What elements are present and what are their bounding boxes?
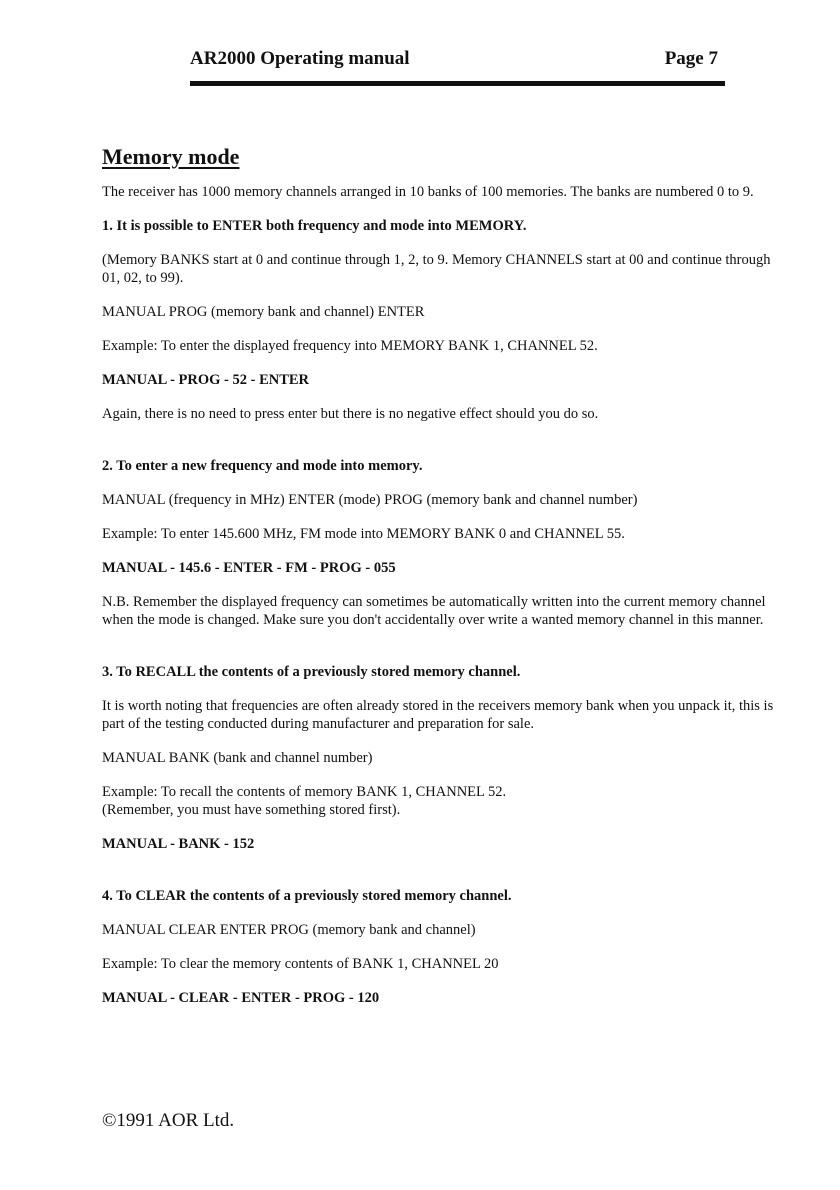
step-1-keys: MANUAL - PROG - 52 - ENTER (102, 372, 310, 388)
step-3-example-note: (Remember, you must have something stored first). (102, 802, 401, 818)
step-1-syntax: MANUAL PROG (memory bank and channel) ENTER (102, 304, 425, 320)
step-2-heading: 2. To enter a new frequency and mode into memory. (102, 458, 423, 474)
manual-title: AR2000 Operating manual (190, 48, 410, 69)
step-4-keys: MANUAL - CLEAR - ENTER - PROG - 120 (102, 990, 380, 1006)
step-2-example: Example: To enter 145.600 MHz, FM mode into MEMORY BANK 0 and CHANNEL 55. (102, 526, 625, 542)
step-1-heading: 1. It is possible to ENTER both frequency and mode into MEMORY. (102, 218, 527, 234)
page-header (190, 48, 726, 76)
step-3-heading: 3. To RECALL the contents of a previously stored memory channel. (102, 664, 521, 680)
step-1-example: Example: To enter the displayed frequency into MEMORY BANK 1, CHANNEL 52. (102, 338, 598, 354)
step-3-example: Example: To recall the contents of memory BANK 1, CHANNEL 52. (102, 784, 507, 800)
step-1-note: (Memory BANKS start at 0 and continue through 1, 2, to 9. Memory CHANNELS start at 00 and continue through 01, 02, to 99). (102, 252, 771, 286)
copyright-footer: ©1991 AOR Ltd. (102, 1110, 235, 1131)
step-1-tip: Again, there is no need to press enter but there is no negative effect should you do so. (102, 406, 599, 422)
document-body (102, 183, 792, 1007)
step-3-keys: MANUAL - BANK - 152 (102, 836, 255, 852)
step-4-example: Example: To clear the memory contents of BANK 1, CHANNEL 20 (102, 956, 499, 972)
page-number: Page 7 (664, 48, 718, 69)
section-title: Memory mode (102, 144, 240, 169)
intro-paragraph: The receiver has 1000 memory channels arranged in 10 banks of 100 memories. The banks are numbered 0 to 9. (102, 184, 754, 200)
step-4-syntax: MANUAL CLEAR ENTER PROG (memory bank and channel) (102, 922, 476, 938)
step-3-note: It is worth noting that frequencies are often already stored in the receivers memory bank when you unpack it, this is part of the testing conducted during manufacturer and preparation for sale. (102, 698, 774, 732)
step-4-heading: 4. To CLEAR the contents of a previously stored memory channel. (102, 888, 512, 904)
step-2-keys: MANUAL - 145.6 - ENTER - FM - PROG - 055 (102, 560, 396, 576)
step-2-syntax: MANUAL (frequency in MHz) ENTER (mode) PROG (memory bank and channel number) (102, 492, 638, 508)
step-2-nb: N.B. Remember the displayed frequency can sometimes be automatically written into the current memory channel when the mode is changed. Make sure you don't accidentally over write a wanted memory channel in this manner. (102, 594, 766, 628)
step-3-syntax: MANUAL BANK (bank and channel number) (102, 750, 373, 766)
header-rule (190, 81, 725, 86)
